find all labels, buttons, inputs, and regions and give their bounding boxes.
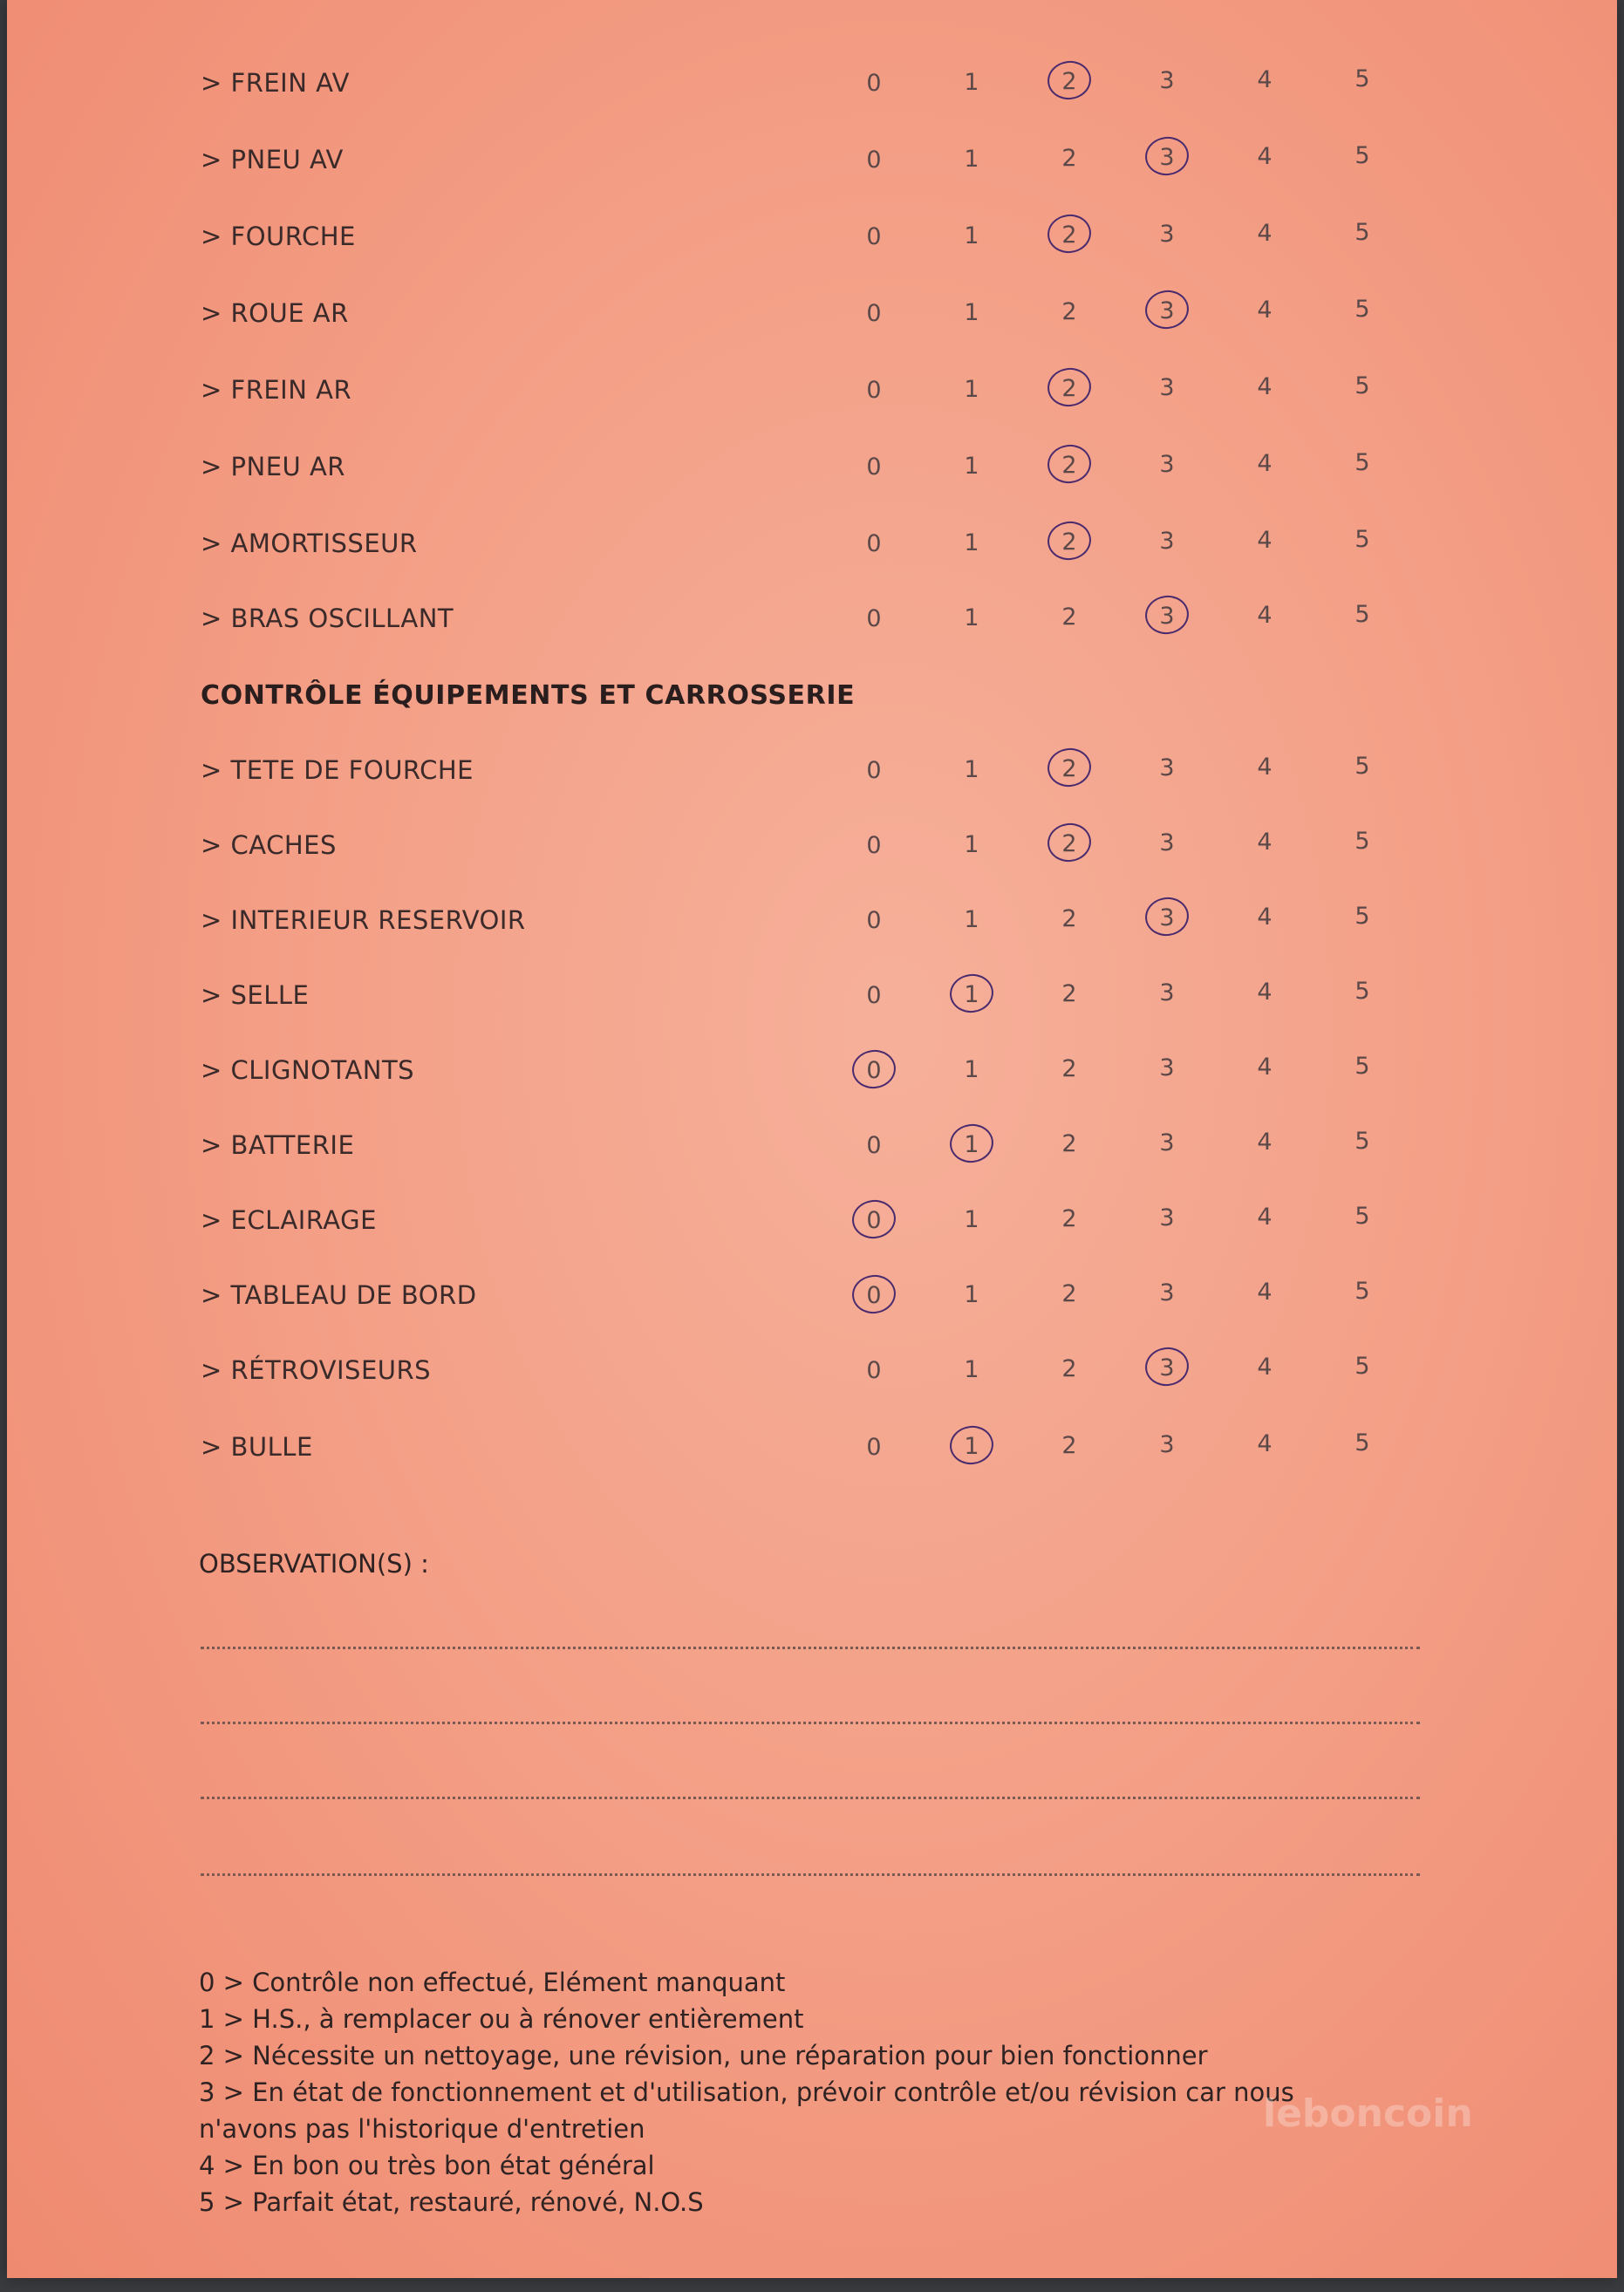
row-label: > CACHES xyxy=(201,830,337,860)
rating-option: 0 xyxy=(866,223,882,250)
rating-option: 0 xyxy=(866,832,882,859)
rating-option: 4 xyxy=(1257,297,1273,324)
rating-option: 0 xyxy=(866,1207,882,1234)
row-label: > CLIGNOTANTS xyxy=(201,1055,415,1085)
rating-option: 3 xyxy=(1159,297,1175,324)
rating-option: 3 xyxy=(1159,754,1175,781)
rating-option: 4 xyxy=(1257,754,1273,781)
rating-option: 4 xyxy=(1257,1129,1273,1156)
rating-option: 1 xyxy=(964,604,979,631)
rating-option: 4 xyxy=(1257,904,1273,931)
rating-option: 2 xyxy=(1061,1205,1077,1232)
rating-option: 4 xyxy=(1257,1430,1273,1457)
rating-option: 2 xyxy=(1061,1055,1077,1082)
rating-option: 0 xyxy=(866,1057,882,1084)
row-label: > FREIN AR xyxy=(201,375,352,405)
selected-rating-circle xyxy=(947,1122,996,1166)
rating-option: 3 xyxy=(1159,528,1175,555)
inspection-sheet xyxy=(7,0,1617,2278)
rating-option: 3 xyxy=(1159,603,1175,630)
legend-line: 3 > En état de fonctionnement et d'utilisation, prévoir contrôle et/ou révision car nous xyxy=(199,2077,1294,2107)
rating-option: 5 xyxy=(1354,1278,1370,1305)
selected-rating-circle xyxy=(1045,212,1094,256)
rating-option: 0 xyxy=(866,530,882,557)
watermark-logo: leboncoin xyxy=(1263,2091,1473,2136)
row-label: > FREIN AV xyxy=(201,68,350,98)
rating-option: 5 xyxy=(1354,1053,1370,1080)
rating-option: 3 xyxy=(1159,374,1175,401)
legend-line: 2 > Nécessite un nettoyage, une révision, une réparation pour bien fonctionner xyxy=(199,2041,1208,2070)
rating-option: 5 xyxy=(1354,296,1370,323)
rating-option: 3 xyxy=(1159,221,1175,248)
rating-option: 3 xyxy=(1159,979,1175,1006)
rating-option: 1 xyxy=(964,376,979,403)
rating-option: 4 xyxy=(1257,143,1273,170)
rating-option: 1 xyxy=(964,69,979,96)
row-label: > FOURCHE xyxy=(201,222,356,251)
rating-legend xyxy=(199,1964,1437,2220)
rating-option: 0 xyxy=(866,1357,882,1384)
rating-option: 5 xyxy=(1354,142,1370,169)
observation-line xyxy=(201,1647,1420,1649)
selected-rating-circle xyxy=(1045,519,1094,563)
row-label: > INTERIEUR RESERVOIR xyxy=(201,905,526,935)
row-label: > RÉTROVISEURS xyxy=(201,1355,432,1385)
rating-option: 3 xyxy=(1159,144,1175,171)
row-label: > BULLE xyxy=(201,1432,313,1462)
selected-rating-circle xyxy=(1143,134,1191,179)
selected-rating-circle xyxy=(1143,593,1191,638)
rating-option: 4 xyxy=(1257,602,1273,629)
row-label: > PNEU AV xyxy=(201,145,344,174)
row-label: > AMORTISSEUR xyxy=(201,529,418,558)
selected-rating-circle xyxy=(1143,288,1191,332)
rating-option: 1 xyxy=(964,146,979,173)
rating-option: 1 xyxy=(964,906,979,933)
row-label: > PNEU AR xyxy=(201,452,345,481)
rating-option: 4 xyxy=(1257,979,1273,1006)
rating-option: 4 xyxy=(1257,829,1273,856)
observation-line xyxy=(201,1873,1420,1876)
rating-option: 2 xyxy=(1061,1355,1077,1382)
legend-line: 1 > H.S., à remplacer ou à rénover entièrement xyxy=(199,2004,804,2034)
rating-option: 3 xyxy=(1159,67,1175,94)
rating-option: 2 xyxy=(1061,145,1077,172)
legend-line: 4 > En bon ou très bon état général xyxy=(199,2151,655,2180)
rating-option: 2 xyxy=(1061,604,1077,631)
rating-option: 4 xyxy=(1257,1279,1273,1306)
rating-option: 4 xyxy=(1257,1204,1273,1231)
observation-line xyxy=(201,1797,1420,1799)
legend-line: 0 > Contrôle non effectué, Elément manquant xyxy=(199,1968,786,1997)
rating-option: 5 xyxy=(1354,219,1370,246)
selected-rating-circle xyxy=(1143,1345,1191,1389)
observation-line xyxy=(201,1722,1420,1724)
rating-option: 1 xyxy=(964,831,979,858)
selected-rating-circle xyxy=(947,1423,996,1468)
rating-option: 1 xyxy=(964,529,979,556)
rating-option: 1 xyxy=(964,1356,979,1383)
rating-option: 5 xyxy=(1354,65,1370,92)
rating-option: 2 xyxy=(1061,755,1077,782)
rating-option: 0 xyxy=(866,907,882,934)
rating-option: 3 xyxy=(1159,1431,1175,1458)
row-label: > TETE DE FOURCHE xyxy=(201,755,474,785)
rating-option: 3 xyxy=(1159,1129,1175,1156)
rating-option: 3 xyxy=(1159,451,1175,478)
rating-option: 2 xyxy=(1061,298,1077,325)
rating-option: 3 xyxy=(1159,1204,1175,1231)
rating-option: 5 xyxy=(1354,753,1370,780)
row-label: > SELLE xyxy=(201,980,310,1010)
rating-option: 2 xyxy=(1061,980,1077,1007)
rating-option: 0 xyxy=(866,70,882,97)
rating-option: 2 xyxy=(1061,1280,1077,1307)
rating-option: 0 xyxy=(866,454,882,481)
rating-option: 1 xyxy=(964,1281,979,1308)
selected-rating-circle xyxy=(1045,442,1094,487)
rating-option: 0 xyxy=(866,1434,882,1461)
rating-option: 2 xyxy=(1061,375,1077,402)
rating-option: 3 xyxy=(1159,1279,1175,1306)
row-label: > ECLAIRAGE xyxy=(201,1205,377,1235)
rating-option: 5 xyxy=(1354,978,1370,1005)
rating-option: 5 xyxy=(1354,601,1370,628)
rating-option: 2 xyxy=(1061,905,1077,932)
rating-option: 2 xyxy=(1061,1130,1077,1157)
rating-option: 4 xyxy=(1257,373,1273,400)
rating-option: 2 xyxy=(1061,68,1077,95)
rating-option: 0 xyxy=(866,1132,882,1159)
rating-option: 3 xyxy=(1159,904,1175,931)
rating-option: 4 xyxy=(1257,220,1273,247)
rating-option: 2 xyxy=(1061,222,1077,249)
rating-option: 5 xyxy=(1354,1429,1370,1456)
section-title: CONTRÔLE ÉQUIPEMENTS ET CARROSSERIE xyxy=(201,680,856,711)
rating-option: 0 xyxy=(866,982,882,1009)
selected-rating-circle xyxy=(1045,365,1094,410)
rating-option: 4 xyxy=(1257,527,1273,554)
rating-option: 1 xyxy=(964,981,979,1008)
rating-option: 3 xyxy=(1159,829,1175,856)
rating-option: 5 xyxy=(1354,828,1370,855)
rating-option: 1 xyxy=(964,1206,979,1233)
rating-option: 0 xyxy=(866,300,882,327)
rating-option: 1 xyxy=(964,299,979,326)
rating-option: 2 xyxy=(1061,1432,1077,1459)
rating-option: 0 xyxy=(866,605,882,632)
selected-rating-circle xyxy=(850,1272,898,1317)
rating-option: 1 xyxy=(964,222,979,249)
rating-option: 0 xyxy=(866,1282,882,1309)
legend-line: n'avons pas l'historique d'entretien xyxy=(199,2114,645,2144)
observation-label: OBSERVATION(S) : xyxy=(199,1549,429,1579)
rating-option: 1 xyxy=(964,1433,979,1460)
rating-option: 5 xyxy=(1354,1353,1370,1380)
rating-option: 1 xyxy=(964,756,979,783)
selected-rating-circle xyxy=(947,972,996,1016)
selected-rating-circle xyxy=(1143,895,1191,939)
selected-rating-circle xyxy=(1045,746,1094,790)
rating-option: 4 xyxy=(1257,66,1273,93)
selected-rating-circle xyxy=(1045,821,1094,865)
rating-option: 0 xyxy=(866,377,882,404)
rating-option: 1 xyxy=(964,1131,979,1158)
selected-rating-circle xyxy=(850,1197,898,1242)
rating-option: 0 xyxy=(866,757,882,784)
row-label: > BRAS OSCILLANT xyxy=(201,604,454,633)
legend-line: 5 > Parfait état, restauré, rénové, N.O.S xyxy=(199,2187,704,2217)
rating-option: 4 xyxy=(1257,1054,1273,1081)
row-label: > TABLEAU DE BORD xyxy=(201,1280,477,1310)
rating-option: 5 xyxy=(1354,449,1370,476)
rating-option: 3 xyxy=(1159,1354,1175,1381)
selected-rating-circle xyxy=(1045,58,1094,103)
row-label: > ROUE AR xyxy=(201,298,349,328)
rating-option: 4 xyxy=(1257,1354,1273,1381)
rating-option: 4 xyxy=(1257,450,1273,477)
rating-option: 5 xyxy=(1354,526,1370,553)
rating-option: 2 xyxy=(1061,529,1077,556)
selected-rating-circle xyxy=(850,1047,898,1092)
rating-option: 1 xyxy=(964,1056,979,1083)
rating-option: 5 xyxy=(1354,1128,1370,1155)
rating-option: 3 xyxy=(1159,1054,1175,1081)
rating-option: 5 xyxy=(1354,1203,1370,1230)
rating-option: 0 xyxy=(866,147,882,174)
row-label: > BATTERIE xyxy=(201,1130,355,1160)
rating-option: 1 xyxy=(964,453,979,480)
rating-option: 5 xyxy=(1354,372,1370,399)
rating-option: 2 xyxy=(1061,452,1077,479)
rating-option: 5 xyxy=(1354,903,1370,930)
rating-option: 2 xyxy=(1061,830,1077,857)
